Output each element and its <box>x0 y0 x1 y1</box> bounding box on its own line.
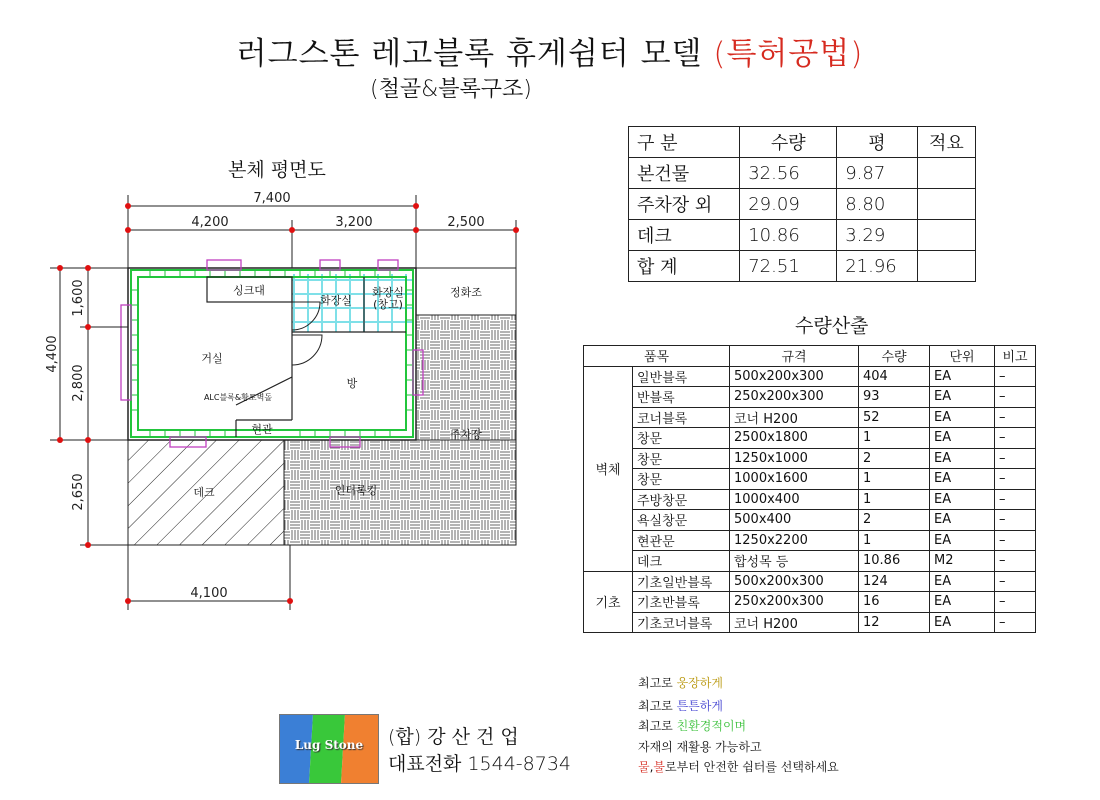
table-cell: EA <box>930 530 995 551</box>
room-interlocking: 인터록킹 <box>334 484 378 497</box>
slogan-prefix: 자재의 재활용 가능하고 <box>638 740 762 754</box>
summary-header-cell: 수량 <box>740 127 837 158</box>
floor-plan-title: 본체 평면도 <box>228 159 326 181</box>
table-cell: 404 <box>859 366 930 387</box>
summary-cell <box>917 158 975 189</box>
table-cell: 창문 <box>633 469 730 490</box>
table-cell: 10.86 <box>859 551 930 572</box>
summary-header-cell: 평 <box>837 127 918 158</box>
room-parking: 주차장 <box>450 428 482 441</box>
table-row <box>584 612 1036 633</box>
table-cell: 코너 H200 <box>730 612 859 633</box>
room-storage-line1: 화장실 <box>372 286 404 299</box>
summary-cell: 8.80 <box>837 189 918 220</box>
interlocking-area <box>284 440 516 545</box>
table-cell: 500x400 <box>730 510 859 531</box>
table-cell: EA <box>930 448 995 469</box>
table-cell: 현관문 <box>633 530 730 551</box>
table-cell: – <box>995 551 1036 572</box>
quantity-header-cell: 규격 <box>730 346 859 367</box>
table-cell: EA <box>930 571 995 592</box>
table-cell: 기초일반블록 <box>633 571 730 592</box>
table-cell: EA <box>930 592 995 613</box>
table-cell: 93 <box>859 387 930 408</box>
table-cell: 합성목 등 <box>730 551 859 572</box>
room-sink: 싱크대 <box>233 284 265 297</box>
table-row <box>584 592 1036 613</box>
summary-cell: 본건물 <box>629 158 740 189</box>
summary-header-cell: 적요 <box>917 127 975 158</box>
summary-cell: 데크 <box>629 220 740 251</box>
slogan-prefix: 최고로 <box>638 676 677 690</box>
summary-row <box>629 189 976 220</box>
table-cell: – <box>995 428 1036 449</box>
table-cell: – <box>995 510 1036 531</box>
table-cell: – <box>995 592 1036 613</box>
quantity-header-cell: 수량 <box>859 346 930 367</box>
table-cell: 반블록 <box>633 387 730 408</box>
quantity-table <box>583 345 1036 633</box>
table-row <box>584 407 1036 428</box>
table-cell: 창문 <box>633 448 730 469</box>
slogan-prefix: 최고로 <box>638 719 677 733</box>
table-cell: – <box>995 448 1036 469</box>
dim-top-left: 4,200 <box>191 215 229 230</box>
summary-header-cell: 구 분 <box>629 127 740 158</box>
summary-cell <box>917 220 975 251</box>
title-main: 러그스톤 레고블록 휴게쉼터 모델 <box>236 36 703 72</box>
table-cell: – <box>995 530 1036 551</box>
table-cell: EA <box>930 489 995 510</box>
table-cell: 124 <box>859 571 930 592</box>
summary-cell: 9.87 <box>837 158 918 189</box>
table-row <box>584 448 1036 469</box>
table-cell: 250x200x300 <box>730 592 859 613</box>
room-bedroom: 방 <box>346 377 358 390</box>
group-label: 벽체 <box>584 366 633 571</box>
slogan-line <box>638 717 746 734</box>
summary-row <box>629 220 976 251</box>
summary-cell <box>917 189 975 220</box>
table-cell: 데크 <box>633 551 730 572</box>
table-cell: 12 <box>859 612 930 633</box>
table-cell: 일반블록 <box>633 366 730 387</box>
slogan-line <box>638 697 723 714</box>
quantity-header-cell: 단위 <box>930 346 995 367</box>
table-cell: 창문 <box>633 428 730 449</box>
company-phone: 대표전화 1544-8734 <box>388 753 572 775</box>
table-row <box>584 571 1036 592</box>
table-row <box>584 551 1036 572</box>
dim-top-mid: 3,200 <box>335 215 373 230</box>
dim-left-upper: 1,600 <box>71 279 86 317</box>
table-cell: 1 <box>859 489 930 510</box>
table-cell: 500x200x300 <box>730 366 859 387</box>
table-cell: EA <box>930 469 995 490</box>
room-living: 거실 <box>201 352 223 365</box>
table-cell: – <box>995 469 1036 490</box>
table-cell: 2 <box>859 510 930 531</box>
table-row <box>584 387 1036 408</box>
company-info <box>388 724 571 778</box>
company-name: (합) 강 산 건 업 <box>388 726 519 748</box>
table-cell: 1000x1600 <box>730 469 859 490</box>
table-cell: 2500x1800 <box>730 428 859 449</box>
table-cell: M2 <box>930 551 995 572</box>
table-cell: EA <box>930 366 995 387</box>
table-cell: 16 <box>859 592 930 613</box>
room-storage-line2: (창고) <box>373 298 403 311</box>
group-label: 기초 <box>584 571 633 633</box>
slogan-line <box>638 674 723 691</box>
summary-cell <box>917 251 975 282</box>
table-cell: 1250x2200 <box>730 530 859 551</box>
table-cell: EA <box>930 428 995 449</box>
dim-top-right: 2,500 <box>447 215 485 230</box>
quantity-header-row <box>584 346 1036 367</box>
table-cell: EA <box>930 612 995 633</box>
logo-text: Lug Stone <box>294 738 364 752</box>
table-cell: 1250x1000 <box>730 448 859 469</box>
slogan-suffix: 로부터 안전한 쉼터를 선택하세요 <box>665 760 839 774</box>
table-cell: – <box>995 407 1036 428</box>
table-cell: EA <box>930 510 995 531</box>
dim-left-total: 4,400 <box>45 335 60 373</box>
table-cell: 욕실창문 <box>633 510 730 531</box>
slogan-accent: 불 <box>653 760 666 774</box>
table-cell: 기초코너블록 <box>633 612 730 633</box>
slogan-sep: , <box>649 760 654 774</box>
summary-row <box>629 158 976 189</box>
summary-cell: 72.51 <box>740 251 837 282</box>
slogan-accent: 친환경적이며 <box>676 719 747 733</box>
slogan-line <box>638 758 839 775</box>
page-subtitle: (철골&블록구조) <box>370 77 532 102</box>
dim-bottom: 4,100 <box>190 586 228 601</box>
quantity-table-title: 수량산출 <box>795 315 869 337</box>
room-deck: 데크 <box>193 486 215 499</box>
table-cell: 1 <box>859 469 930 490</box>
table-cell: 주방창문 <box>633 489 730 510</box>
table-row <box>584 428 1036 449</box>
table-cell: 500x200x300 <box>730 571 859 592</box>
summary-header-row <box>629 127 976 158</box>
table-cell: 1000x400 <box>730 489 859 510</box>
table-cell: – <box>995 612 1036 633</box>
title-accent: (특허공법) <box>713 36 864 72</box>
table-cell: – <box>995 489 1036 510</box>
table-cell: – <box>995 571 1036 592</box>
table-row <box>584 530 1036 551</box>
room-entrance: 현관 <box>251 423 273 436</box>
quantity-header-cell: 비고 <box>995 346 1036 367</box>
summary-cell: 21.96 <box>837 251 918 282</box>
summary-cell: 10.86 <box>740 220 837 251</box>
summary-row <box>629 251 976 282</box>
dim-top-total: 7,400 <box>253 191 291 206</box>
summary-cell: 합 계 <box>629 251 740 282</box>
table-cell: 1 <box>859 530 930 551</box>
table-row <box>584 489 1036 510</box>
table-cell: 코너블록 <box>633 407 730 428</box>
summary-cell: 3.29 <box>837 220 918 251</box>
table-cell: 52 <box>859 407 930 428</box>
table-cell: – <box>995 366 1036 387</box>
slogan-line <box>638 738 762 755</box>
summary-table <box>628 126 976 282</box>
table-cell: 250x200x300 <box>730 387 859 408</box>
table-row <box>584 510 1036 531</box>
table-cell: 2 <box>859 448 930 469</box>
room-toilet: 화장실 <box>320 294 352 307</box>
summary-cell: 32.56 <box>740 158 837 189</box>
slogan-accent: 튼튼하게 <box>676 699 723 713</box>
table-cell: – <box>995 387 1036 408</box>
table-cell: EA <box>930 407 995 428</box>
slogan-accent: 웅장하게 <box>676 676 723 690</box>
dim-left-lower: 2,800 <box>71 364 86 402</box>
summary-cell: 주차장 외 <box>629 189 740 220</box>
quantity-header-cell: 품목 <box>584 346 730 367</box>
table-row <box>584 469 1036 490</box>
slogan-prefix: 최고로 <box>638 699 677 713</box>
table-cell: EA <box>930 387 995 408</box>
wall-note: ALC블록&황토벽돌 <box>203 393 273 402</box>
floor-plan-drawing <box>0 0 580 620</box>
company-logo <box>279 714 379 784</box>
dim-left-deck: 2,650 <box>71 473 86 511</box>
room-septic: 정화조 <box>450 286 482 299</box>
table-cell: 1 <box>859 428 930 449</box>
table-row <box>584 366 1036 387</box>
parking-area <box>416 315 516 440</box>
table-cell: 기초반블록 <box>633 592 730 613</box>
summary-cell: 29.09 <box>740 189 837 220</box>
slogan-accent: 물 <box>638 760 650 774</box>
table-cell: 코너 H200 <box>730 407 859 428</box>
